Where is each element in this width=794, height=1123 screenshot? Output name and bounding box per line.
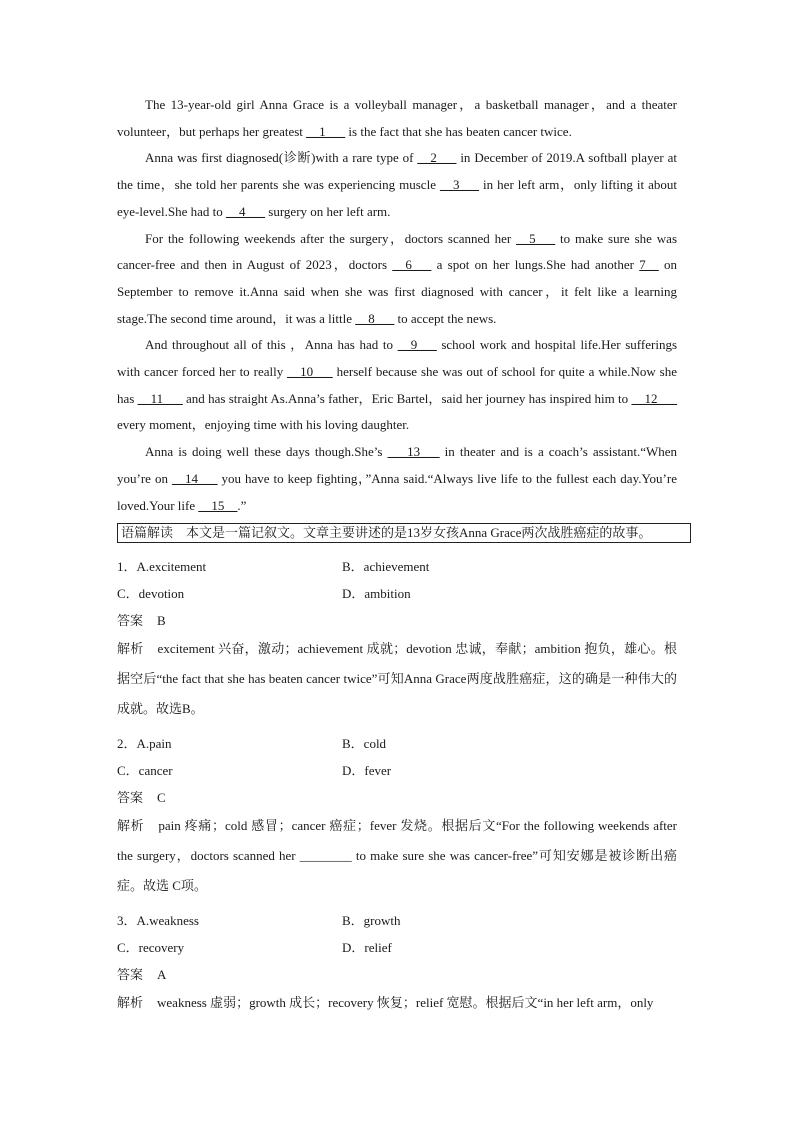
- passage-paragraph: For the following weekends after the surgery，doctors scanned her __5___ to make sure she was cancer-free and then in August of 2023，doctors __6___ a spot on her lungs.She had another 7__ on September to remove it.Anna said when she was first diagnosed with cancer，it felt like a learning stage.The second time around，it was a little __8___ to accept the news.: [117, 230, 677, 326]
- blank-7: 7__: [639, 257, 659, 273]
- explanation: 解析 excitement 兴奋，激动；achievement 成就；devotion 忠诚，奉献；ambition 抱负，雄心。根据空后“the fact that she has beaten cancer twice”可知Anna Grace两度战胜癌症，这的确是一种伟大的成就。故选B。: [117, 641, 677, 717]
- option-a: 2．A.pain: [117, 736, 172, 752]
- document-page: [117, 92, 677, 1018]
- option-c: C．recovery: [117, 940, 185, 956]
- explanation-label: 解析: [117, 995, 144, 1011]
- option-a: 3．A.weakness: [117, 913, 199, 929]
- options: [117, 907, 677, 961]
- explanation-label: 解析: [117, 641, 144, 657]
- option-d: D．ambition: [342, 586, 411, 602]
- option-c: C．devotion: [117, 586, 185, 602]
- option-b: B．growth: [342, 913, 401, 929]
- blank-13: ___13___: [387, 444, 440, 460]
- answer-label: 答案: [117, 967, 144, 983]
- options: [117, 553, 677, 607]
- passage-paragraph: The 13-year-old girl Anna Grace is a volleyball manager，a basketball manager，and a theater volunteer，but perhaps her greatest __1___ is the fact that she has beaten cancer twice.: [117, 97, 677, 139]
- blank-12: __12___: [631, 390, 677, 406]
- passage: [117, 92, 677, 519]
- blank-3: __3___: [440, 177, 479, 193]
- option-d: D．fever: [342, 763, 392, 779]
- option-c: C．cancer: [117, 763, 173, 779]
- option-a: 1．A.excitement: [117, 559, 207, 575]
- explanation: 解析 weakness 虚弱；growth 成长；recovery 恢复；relief 宽慰。根据后文“in her left arm，only: [117, 995, 654, 1011]
- passage-paragraph: Anna is doing well these days though.She’s ___13___ in theater and is a coach’s assistant.“When you’re on __14___ you have to keep fighting，”Anna said.“Always live life to the fullest each day.You’re loved.Your life __15__.”: [117, 444, 677, 513]
- answer-value: C: [157, 790, 166, 806]
- answer-value: A: [157, 967, 167, 983]
- question-1: [117, 553, 677, 724]
- passage-paragraph: Anna was first diagnosed(诊断)with a rare type of __2___ in December of 2019.A softball player at the time，she told her parents she was experiencing muscle __3___ in her left arm，only lifting it about eye-level.She had to __4___ surgery on her left arm.: [117, 150, 677, 219]
- question-2: [117, 730, 677, 901]
- blank-11: __11___: [137, 390, 183, 406]
- answer-line: [117, 784, 677, 811]
- blank-6: __6___: [392, 257, 432, 273]
- answer-value: B: [157, 613, 166, 629]
- blank-2: __2___: [417, 150, 457, 166]
- blank-1: __1___: [306, 123, 346, 139]
- answer-label: 答案: [117, 613, 144, 629]
- passage-paragraph: And throughout all of this ，Anna has had to __9___ school work and hospital life.Her sufferings with cancer forced her to really __10___ herself because she was out of school for quite a while.Now she has __11___ and has straight As.Anna’s father，Eric Bartel，said her journey has inspired him to __12___ every moment，enjoying time with his loving daughter.: [117, 337, 678, 433]
- explanation-label: 解析: [117, 818, 145, 834]
- blank-5: __5___: [516, 230, 556, 246]
- blank-14: __14___: [171, 470, 218, 486]
- question-3: [117, 907, 677, 1018]
- blank-8: __8___: [355, 310, 395, 326]
- option-b: B．achievement: [342, 559, 430, 575]
- blank-9: __9___: [397, 337, 437, 353]
- explanation: 解析 pain 疼痛；cold 感冒；cancer 癌症；fever 发烧。根据后文“For the following weekends after the surgery，doctors scanned her ________ to make sure she was cancer-free”可知安娜是被诊断出癌症。故选 C项。: [117, 818, 677, 894]
- reading-summary-box: 语篇解读 本文是一篇记叙文。文章主要讲述的是13岁女孩Anna Grace两次战胜癌症的故事。: [117, 523, 691, 543]
- blank-4: __4___: [226, 203, 266, 219]
- blank-10: __10___: [287, 364, 333, 380]
- option-d: D．relief: [342, 940, 392, 956]
- option-b: B．cold: [342, 736, 387, 752]
- answer-label: 答案: [117, 790, 144, 806]
- answer-line: [117, 961, 677, 988]
- options: [117, 730, 677, 784]
- answer-line: [117, 607, 677, 634]
- blank-15: __15__: [198, 497, 238, 513]
